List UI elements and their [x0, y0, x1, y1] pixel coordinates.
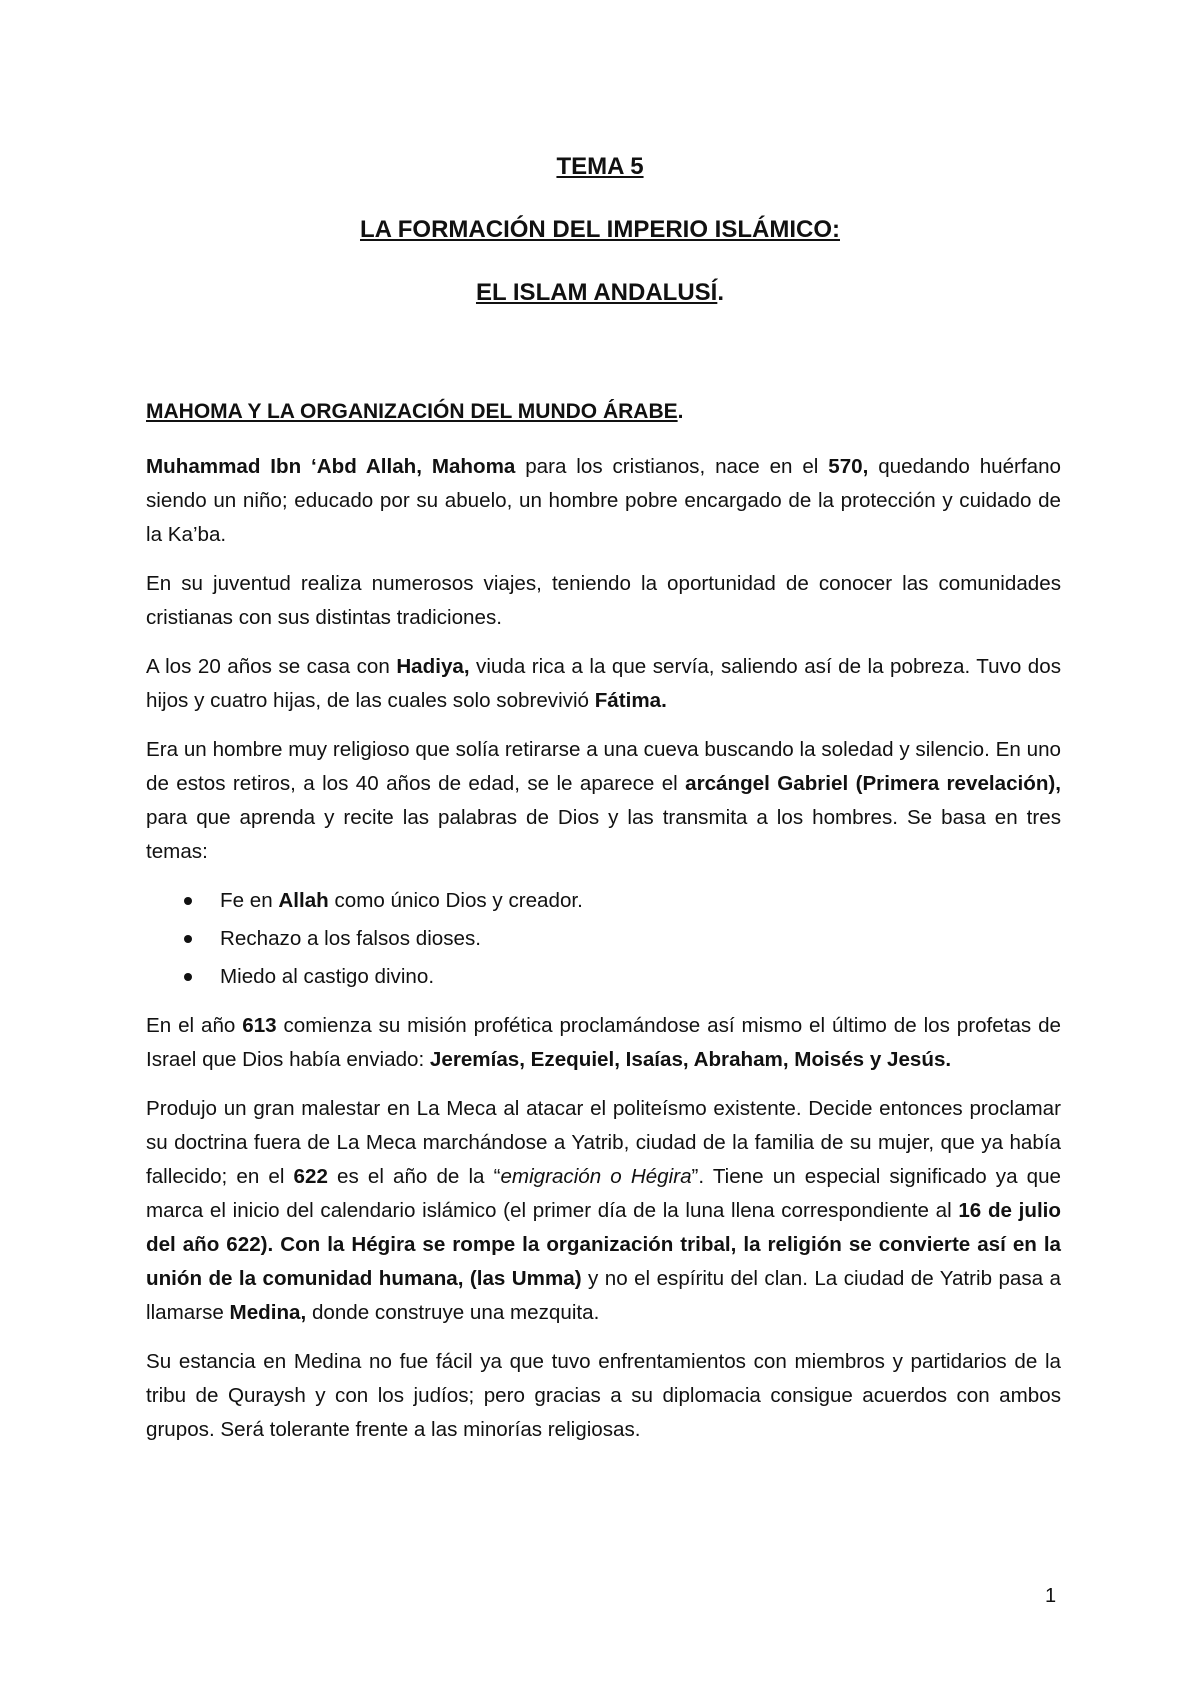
main-title-line1: LA FORMACIÓN DEL IMPERIO ISLÁMICO:: [360, 216, 840, 243]
bold-text: Jeremías, Ezequiel, Isaías, Abraham, Moisés y Jesús.: [429, 1048, 952, 1071]
bold-text: 622: [293, 1165, 328, 1188]
bold-text: Muhammad Ibn ‘Abd Allah, Mahoma: [146, 455, 516, 478]
text-run: para los cristianos, nace en el: [515, 455, 829, 478]
list-item: [146, 922, 1061, 956]
bold-text: Medina,: [229, 1301, 307, 1324]
list-item: [146, 960, 1061, 994]
text-run: A los 20 años se casa con: [146, 655, 397, 678]
bullet-icon: [184, 973, 192, 981]
list-item-text: [220, 965, 434, 988]
list-item-text: [220, 927, 481, 950]
list-item: [146, 884, 1061, 918]
list-item-text: [220, 889, 583, 912]
main-title-line2-text: EL ISLAM ANDALUSÍ: [475, 279, 718, 306]
bold-text: Fátima.: [594, 689, 667, 712]
text-run: es el año de la “: [327, 1165, 501, 1188]
text-run: Su estancia en Medina no fue fácil ya que tuvo enfrentamientos con miembros y partidarios de la tribu de Quraysh y con los judíos; pero gracias a su diplomacia consigue acuerdos con ambos grupos. Será tolerante frente a las minorías religiosas.: [146, 1350, 1061, 1441]
text-run: Era un hombre muy religioso que solía retirarse a una cueva buscando la soledad y silencio. En uno de estos retiros, a los 40 años de edad, se le aparece el: [146, 738, 1061, 795]
bold-text: 16 de julio del año 622). Con la Hégira se rompe la organización tribal, la religión se convierte así en la unión de la comunidad humana, (las Umma): [146, 1199, 1061, 1290]
paragraph: [146, 1009, 1061, 1077]
section-heading-text: MAHOMA Y LA ORGANIZACIÓN DEL MUNDO ÁRABE: [146, 400, 678, 423]
paragraph: [146, 567, 1061, 635]
text-run: donde construye una mezquita.: [306, 1301, 600, 1324]
text-run: comienza su misión profética proclamándose así mismo el último de los profetas de Israel que Dios había enviado:: [146, 1014, 1061, 1071]
italic-text: emigración o Hégira: [500, 1165, 692, 1188]
text-run: viuda rica a la que servía, saliendo así de la pobreza. Tuvo dos hijos y cuatro hijas, de las cuales solo sobrevivió: [146, 655, 1061, 712]
bullet-list: [146, 884, 1061, 994]
text-run: En su juventud realiza numerosos viajes, teniendo la oportunidad de conocer las comunidades cristianas con sus distintas tradiciones.: [146, 572, 1061, 629]
tema-title: TEMA 5: [556, 153, 644, 180]
text-run: Rechazo a los falsos dioses.: [220, 927, 481, 950]
text-run: como único Dios y creador.: [328, 889, 583, 912]
bold-text: Allah: [278, 889, 329, 912]
paragraph: [146, 733, 1061, 869]
text-run: Produjo un gran malestar en La Meca al atacar el politeísmo existente. Decide entonces proclamar su doctrina fuera de La Meca marchándose a Yatrib, ciudad de la familia de su mujer, que ya había fallecido; en el: [146, 1097, 1061, 1188]
text-run: Fe en: [220, 889, 279, 912]
bullet-icon: [184, 897, 192, 905]
text-run: para que aprenda y recite las palabras de Dios y las transmita a los hombres. Se basa en tres temas:: [146, 806, 1061, 863]
text-run: y no el espíritu del clan. La ciudad de Yatrib pasa a llamarse: [146, 1267, 1061, 1324]
text-run: En el año: [146, 1014, 243, 1037]
bullet-icon: [184, 935, 192, 943]
document-body: [146, 450, 1061, 1462]
bold-text: arcángel Gabriel (Primera revelación),: [685, 772, 1062, 795]
paragraph: [146, 1092, 1061, 1330]
paragraph: [146, 450, 1061, 552]
text-run: quedando huérfano siendo un niño; educado por su abuelo, un hombre pobre encargado de la protección y cuidado de la Ka’ba.: [146, 455, 1061, 546]
bold-text: 613: [242, 1014, 277, 1037]
text-run: ”. Tiene un especial significado ya que marca el inicio del calendario islámico (el primer día de la luna llena correspondiente al: [146, 1165, 1061, 1222]
bold-text: Hadiya,: [396, 655, 470, 678]
text-run: Miedo al castigo divino.: [220, 965, 435, 988]
paragraph: [146, 1345, 1061, 1447]
page-number: 1: [1045, 1585, 1057, 1607]
section-heading-suffix: .: [677, 400, 684, 423]
section-heading: [146, 395, 683, 429]
main-title-line2: [0, 276, 1200, 310]
bold-text: 570,: [828, 455, 869, 478]
paragraph: [146, 650, 1061, 718]
main-title-line2-suffix: .: [717, 279, 724, 306]
